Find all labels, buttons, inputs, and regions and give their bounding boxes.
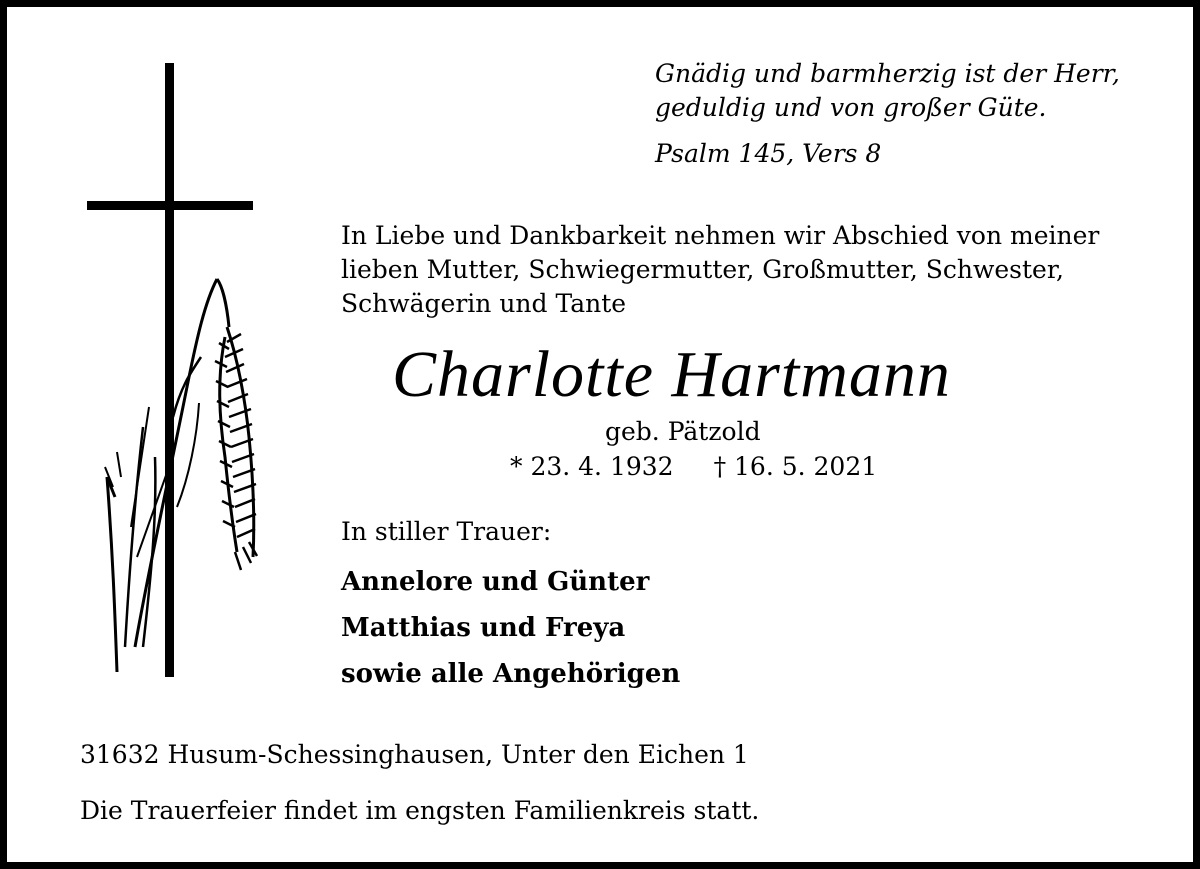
death-date: † 16. 5. 2021 [713, 452, 878, 481]
address: 31632 Husum-Schessinghausen, Unter den Eichen 1 [80, 740, 749, 769]
life-dates [510, 450, 877, 484]
funeral-note: Die Trauerfeier findet im engsten Familienkreis statt. [80, 796, 760, 825]
mourner-name: Matthias und Freya [341, 613, 626, 643]
mourner-name: Annelore und Günter [341, 567, 650, 597]
farewell-line-2: lieben Mutter, Schwiegermutter, Großmutter, Schwester, [341, 255, 1064, 284]
mourner-name: sowie alle Angehörigen [341, 659, 681, 689]
mourners-list [341, 559, 680, 697]
verse-line-2: geduldig und von großer Güte. [655, 93, 1047, 122]
birth-date: * 23. 4. 1932 [510, 452, 674, 481]
farewell-line-1: In Liebe und Dankbarkeit nehmen wir Abschied von meiner [341, 221, 1100, 250]
deceased-name: Charlotte Hartmann [392, 338, 951, 411]
farewell-text [341, 219, 1141, 321]
verse-source: Psalm 145, Vers 8 [655, 139, 882, 168]
maiden-name: geb. Pätzold [605, 417, 761, 446]
cross-with-wheat-icon [77, 57, 277, 687]
mourning-heading: In stiller Trauer: [341, 517, 552, 546]
farewell-line-3: Schwägerin und Tante [341, 289, 627, 318]
verse-line-1: Gnädig und barmherzig ist der Herr, [655, 59, 1120, 88]
bible-verse [655, 57, 1120, 171]
